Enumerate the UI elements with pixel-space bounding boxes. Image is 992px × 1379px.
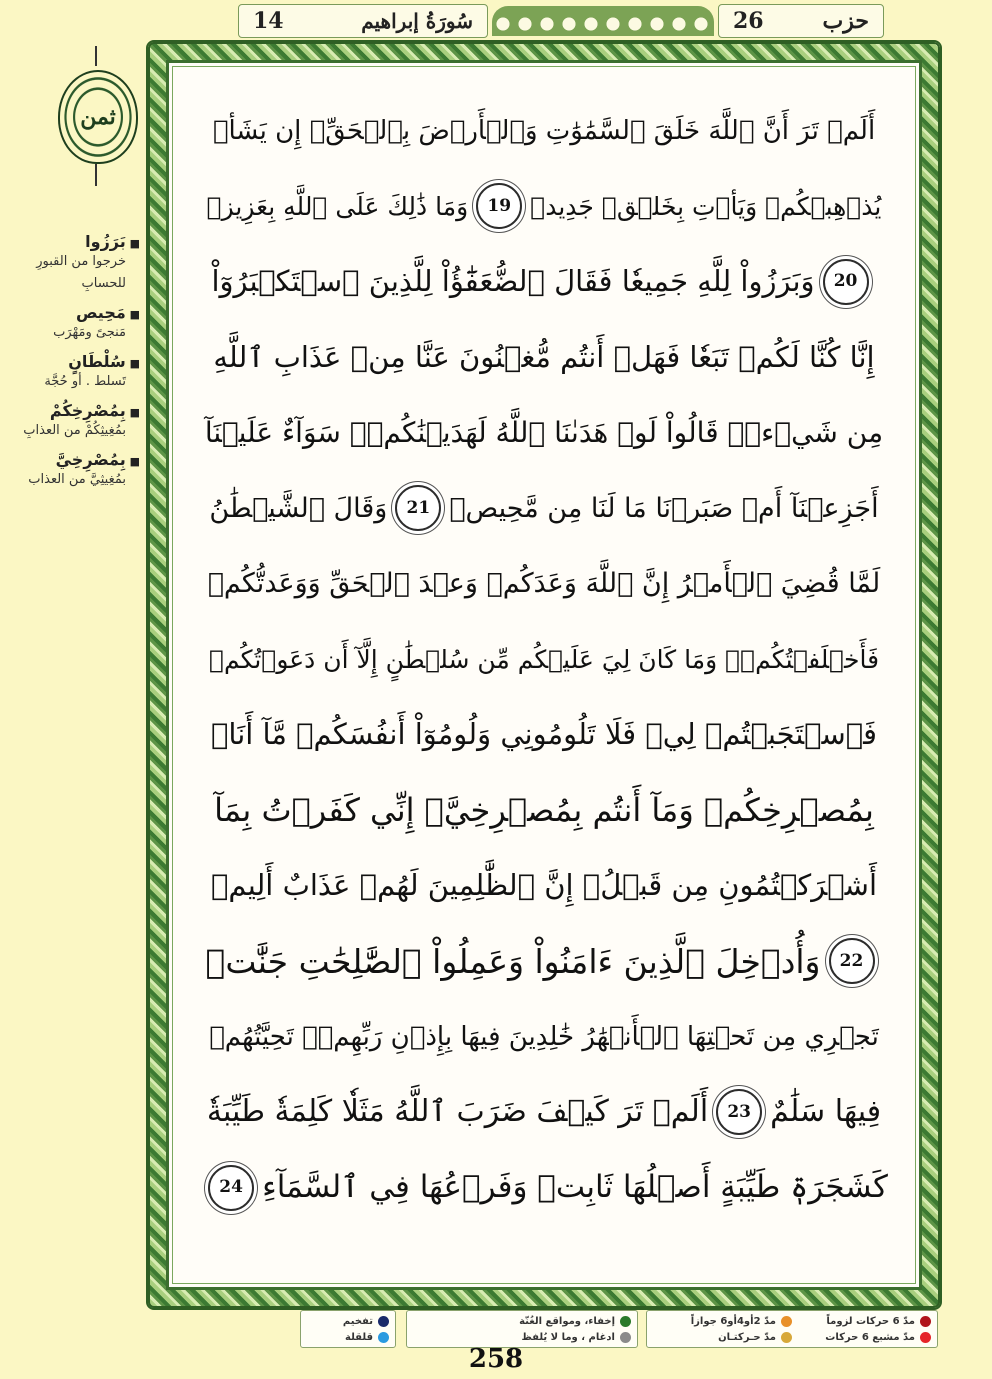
verse-line xyxy=(205,93,883,169)
ayah-marker: 19 xyxy=(476,183,522,229)
ayah-marker: 24 xyxy=(208,1165,254,1211)
verse-text: يُذۡهِبۡكُمۡ وَيَأۡتِ بِخَلۡقٖ جَدِيدٖ xyxy=(530,191,882,221)
legend-item xyxy=(413,1316,631,1327)
legend-color-dot xyxy=(620,1316,631,1327)
verse-text: فِيهَا سَلَٰمٌ xyxy=(770,1094,882,1130)
legend-label: تفخيم xyxy=(342,1315,373,1327)
verse-line xyxy=(205,169,883,245)
glossary-definition: مَنجىً ومَهْرَب xyxy=(53,325,126,340)
legend-color-dot xyxy=(920,1316,931,1327)
verse-line xyxy=(205,1075,883,1151)
verse-line xyxy=(205,471,883,547)
hizb-label: حزب xyxy=(822,8,869,34)
legend-item xyxy=(792,1332,931,1343)
legend-item xyxy=(653,1332,792,1343)
medallion-tick-bottom xyxy=(95,164,97,186)
glossary-word: ■ بَرَزُوا xyxy=(8,232,140,251)
glossary-definition: خرجوا من القبورِ للحسابِ xyxy=(36,254,126,291)
verse-line xyxy=(205,848,883,924)
verse-text: فَأَخۡلَفۡتُكُمۡۖ وَمَا كَانَ لِيَ عَلَيۡكُم مِّن سُلۡطَٰنٍ إِلَّآ أَن دَعَوۡتُكُمۡ xyxy=(208,644,880,674)
ayah-marker: 21 xyxy=(395,485,441,531)
glossary-entry xyxy=(8,232,140,295)
verse-line xyxy=(205,924,883,1000)
hizb-number: 26 xyxy=(733,8,764,34)
ayah-marker: 23 xyxy=(716,1089,762,1135)
legend-item xyxy=(653,1316,792,1327)
glossary-sidebar xyxy=(8,232,140,499)
glossary-entry xyxy=(8,352,140,393)
verse-text: تَجۡرِي مِن تَحۡتِهَا ٱلۡأَنۡهَٰرُ خَٰلِدِينَ فِيهَا بِإِذۡنِ رَبِّهِمۡۖ تَحِيَّتُهُمۡ xyxy=(209,1021,879,1052)
quran-text xyxy=(204,93,888,1226)
legend-label: مدّ حـركتـان xyxy=(718,1331,776,1343)
glossary-word: ■ بِمُصْرِخِيَّ xyxy=(8,450,140,469)
verse-text: أَلَمۡ تَرَ أَنَّ ٱللَّهَ خَلَقَ ٱلسَّمَٰوَٰتِ وَٱلۡأَرۡضَ بِٱلۡحَقِّۚ إِن يَشَأۡ xyxy=(212,115,876,146)
legend-color-dot xyxy=(378,1332,389,1343)
verse-text: وَأُدۡخِلَ ٱلَّذِينَ ءَامَنُواْ وَعَمِلُواْ ٱلصَّٰلِحَٰتِ جَنَّٰتٖ xyxy=(205,941,821,981)
verse-text: أَجَزِعۡنَآ أَمۡ صَبَرۡنَا مَا لَنَا مِن مَّحِيصٖ xyxy=(449,492,879,524)
verse-line xyxy=(205,395,883,471)
surah-name: سُورَةُ إبراهيم xyxy=(361,9,473,33)
page-frame xyxy=(148,42,940,1308)
legend-item xyxy=(413,1332,631,1343)
legend-item xyxy=(307,1332,389,1343)
legend-item xyxy=(307,1316,389,1327)
medallion-text: ثمن xyxy=(80,104,116,130)
glossary-word: ■ بِمُصْرِخِكُمْ xyxy=(8,401,140,420)
legend-color-dot xyxy=(620,1332,631,1343)
verse-text: لَمَّا قُضِيَ ٱلۡأَمۡرُ إِنَّ ٱللَّهَ وَعَدَكُمۡ وَعۡدَ ٱلۡحَقِّ وَوَعَدتُّكُمۡ xyxy=(207,568,881,600)
verse-text: مِن شَيۡءٖۚ قَالُواْ لَوۡ هَدَىٰنَا ٱللَّهُ لَهَدَيۡنَٰكُمۡۖ سَوَآءٌ عَلَيۡنَآ xyxy=(204,415,884,449)
verse-line xyxy=(205,773,883,849)
header-ornament xyxy=(492,6,714,36)
glossary-definition: بمُغِيثِكُمْ من العذابِ xyxy=(23,423,126,438)
legend-label: إخفاء، ومواقع الغُنّة xyxy=(519,1315,615,1327)
verse-line xyxy=(205,320,883,396)
glossary-word: ■ مَحِيص xyxy=(8,303,140,322)
ayah-marker: 22 xyxy=(829,938,875,984)
legend-label: ادغام ، وما لا يُلفظ xyxy=(521,1331,615,1343)
glossary-entry xyxy=(8,450,140,491)
legend-label: مدّ 2أو4أو6 جوازاً xyxy=(690,1315,776,1327)
verse-text: كَشَجَرَةٖ طَيِّبَةٍ أَصۡلُهَا ثَابِتٞ وَفَرۡعُهَا فِي ٱلسَّمَآءِ xyxy=(262,1169,888,1206)
legend-color-dot xyxy=(920,1332,931,1343)
legend-color-dot xyxy=(781,1332,792,1343)
surah-header xyxy=(238,4,488,38)
glossary-definition: تَسلط . أو حُجَّة xyxy=(44,374,126,389)
verse-text: وَبَرَزُواْ لِلَّهِ جَمِيعٗا فَقَالَ ٱلضُّعَفَٰٓؤُاْ لِلَّذِينَ ٱسۡتَكۡبَرُوٓاْ xyxy=(211,264,815,299)
surah-number: 14 xyxy=(253,8,284,34)
page-number: 258 xyxy=(468,1344,524,1374)
verse-line xyxy=(205,546,883,622)
tajweed-legend-madd xyxy=(646,1310,938,1348)
thumn-medallion xyxy=(58,70,138,164)
verse-text: وَمَا ذَٰلِكَ عَلَى ٱللَّهِ بِعَزِيزٖ xyxy=(206,191,469,221)
legend-color-dot xyxy=(781,1316,792,1327)
legend-color-dot xyxy=(378,1316,389,1327)
verse-line xyxy=(205,697,883,773)
verse-text: بِمُصۡرِخِكُمۡ وَمَآ أَنتُم بِمُصۡرِخِيَّۖ إِنِّي كَفَرۡتُ بِمَآ xyxy=(214,791,874,830)
verse-line xyxy=(205,999,883,1075)
medallion-tick-top xyxy=(95,46,97,66)
legend-label: مدّ مشبع 6 حركات xyxy=(825,1331,915,1343)
tajweed-legend-ghunna xyxy=(406,1310,638,1348)
glossary-entry xyxy=(8,303,140,344)
verse-line xyxy=(205,1150,888,1226)
verse-text: أَشۡرَكۡتُمُونِ مِن قَبۡلُۗ إِنَّ ٱلظَّٰلِمِينَ لَهُمۡ عَذَابٌ أَلِيمٞ xyxy=(211,868,877,903)
verse-text: أَلَمۡ تَرَ كَيۡفَ ضَرَبَ ٱللَّهُ مَثَلٗا كَلِمَةٗ طَيِّبَةٗ xyxy=(206,1094,709,1130)
legend-label: قلقلة xyxy=(345,1331,373,1343)
hizb-header xyxy=(718,4,884,38)
verse-text: وَقَالَ ٱلشَّيۡطَٰنُ xyxy=(209,492,388,524)
verse-line xyxy=(205,244,883,320)
ayah-marker: 20 xyxy=(823,259,869,305)
tajweed-legend-tafkhim xyxy=(300,1310,396,1348)
glossary-word: ■ سُلْطَانٍ xyxy=(8,352,140,371)
legend-label: مدّ 6 حركات لزوماً xyxy=(826,1315,915,1327)
glossary-entry xyxy=(8,401,140,442)
legend-item xyxy=(792,1316,931,1327)
verse-text: إِنَّا كُنَّا لَكُمۡ تَبَعٗا فَهَلۡ أَنتُم مُّغۡنُونَ عَنَّا مِنۡ عَذَابِ ٱللَّهِ xyxy=(213,339,875,374)
frame-inner xyxy=(166,60,922,1290)
glossary-definition: بمُغِيثِيَّ من العذاب xyxy=(28,472,126,487)
verse-line xyxy=(205,622,883,698)
verse-text: فَٱسۡتَجَبۡتُمۡ لِيۖ فَلَا تَلُومُونِي وَلُومُوٓاْ أَنفُسَكُمۖ مَّآ أَنَا۠ xyxy=(210,717,878,752)
